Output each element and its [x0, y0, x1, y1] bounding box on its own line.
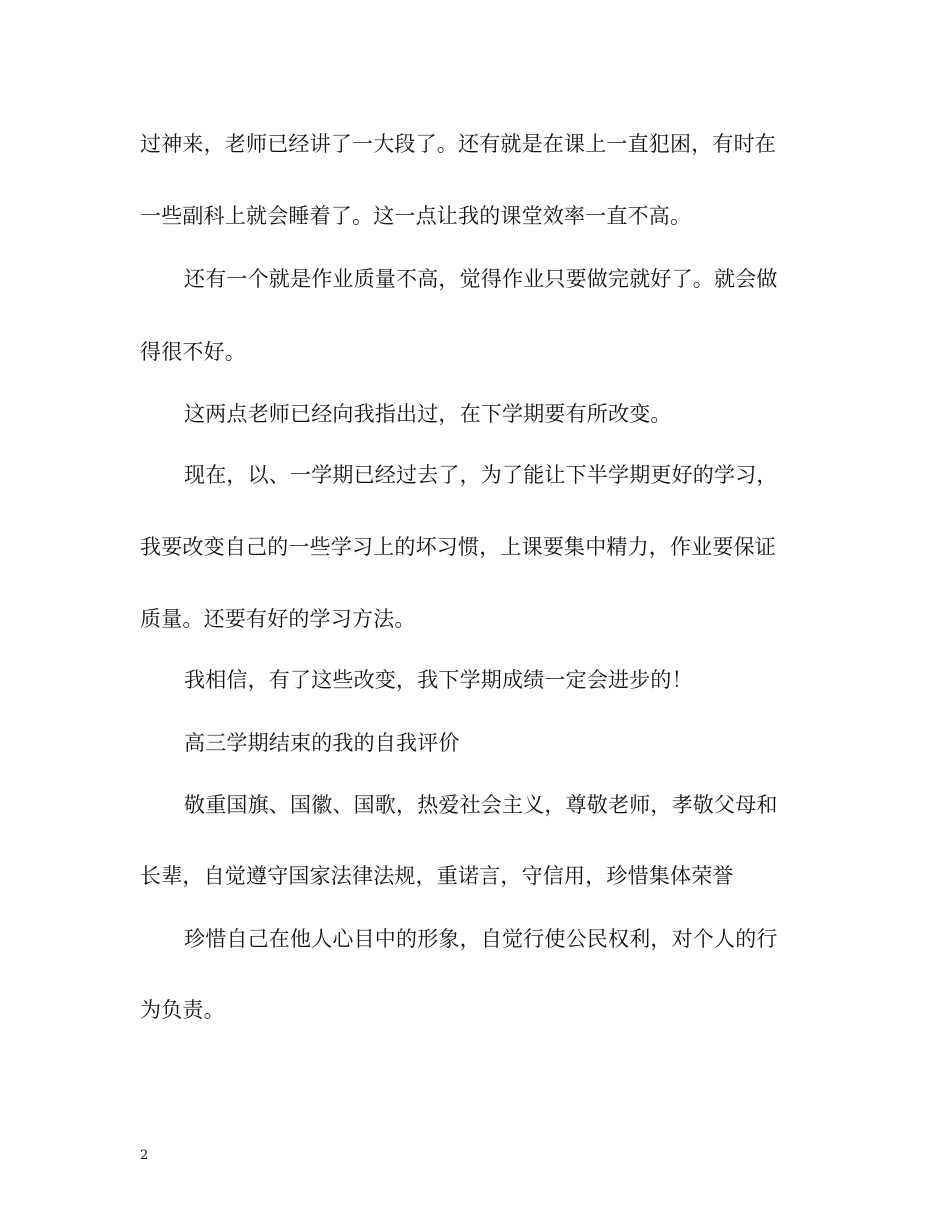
paragraph-line: 得很不好。 [140, 340, 246, 364]
paragraph-line: 还有一个就是作业质量不高，觉得作业只要做完就好了。就会做 [184, 267, 778, 291]
paragraph-line: 质量。还要有好的学习方法。 [140, 607, 416, 631]
page-number: 2 [140, 1148, 149, 1163]
paragraph-line: 现在，以、一学期已经过去了，为了能让下半学期更好的学习， [184, 463, 778, 487]
paragraph-line: 珍惜自己在他人心目中的形象，自觉行使公民权利，对个人的行 [184, 927, 778, 951]
paragraph-line: 这两点老师已经向我指出过，在下学期要有所改变。 [184, 402, 672, 426]
paragraph-line: 我相信，有了这些改变，我下学期成绩一定会进步的！ [184, 668, 693, 692]
section-heading: 高三学期结束的我的自我评价 [184, 731, 460, 755]
paragraph-line: 为负责。 [140, 998, 225, 1022]
paragraph-line: 一些副科上就会睡着了。这一点让我的课堂效率一直不高。 [140, 204, 692, 228]
paragraph-line: 我要改变自己的一些学习上的坏习惯，上课要集中精力，作业要保证 [140, 535, 776, 559]
paragraph-line: 敬重国旗、国徽、国歌，热爱社会主义，尊敬老师，孝敬父母和 [184, 793, 778, 817]
paragraph-line: 长辈，自觉遵守国家法律法规，重诺言，守信用，珍惜集体荣誉 [140, 864, 734, 888]
paragraph-line: 过神来，老师已经讲了一大段了。还有就是在课上一直犯困，有时在 [140, 132, 776, 156]
